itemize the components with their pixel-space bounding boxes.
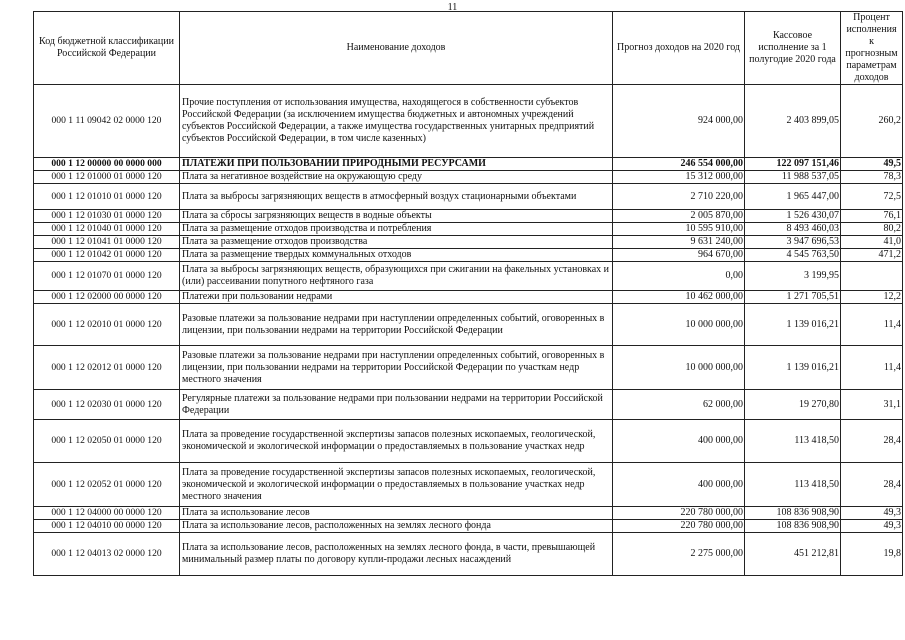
cell-forecast: 0,00	[613, 262, 745, 291]
cell-cash: 1 526 430,07	[745, 210, 841, 223]
cell-cash: 11 988 537,05	[745, 171, 841, 184]
table-row	[34, 236, 903, 249]
cell-cash: 122 097 151,46	[745, 158, 841, 171]
table-row	[34, 533, 903, 576]
cell-code: 000 1 11 09042 02 0000 120	[34, 85, 180, 158]
cell-forecast: 400 000,00	[613, 463, 745, 507]
cell-percent: 11,4	[841, 346, 903, 390]
cell-forecast: 2 710 220,00	[613, 184, 745, 210]
cell-name: Плата за сбросы загрязняющих веществ в водные объекты	[180, 210, 613, 223]
cell-name: Разовые платежи за пользование недрами при наступлении определенных событий, оговоренных в лицензии, при пользовании недрами на территории Российской Федерации	[180, 304, 613, 346]
cell-percent: 260,2	[841, 85, 903, 158]
table-row	[34, 223, 903, 236]
table-row	[34, 390, 903, 420]
revenue-table	[33, 11, 903, 576]
cell-name: Плата за использование лесов	[180, 507, 613, 520]
cell-code: 000 1 12 01010 01 0000 120	[34, 184, 180, 210]
cell-forecast: 15 312 000,00	[613, 171, 745, 184]
cell-name: Разовые платежи за пользование недрами при наступлении определенных событий, оговоренных в лицензии, при пользовании недрами на территории Российской Федерации по участкам недр местного значения	[180, 346, 613, 390]
cell-percent: 11,4	[841, 304, 903, 346]
cell-percent: 49,5	[841, 158, 903, 171]
cell-forecast: 10 000 000,00	[613, 346, 745, 390]
cell-cash: 108 836 908,90	[745, 520, 841, 533]
header-cash: Кассовое исполнение за 1 полугодие 2020 года	[745, 12, 841, 85]
cell-code: 000 1 12 04013 02 0000 120	[34, 533, 180, 576]
cell-forecast: 220 780 000,00	[613, 507, 745, 520]
cell-percent: 49,3	[841, 507, 903, 520]
cell-cash: 1 139 016,21	[745, 346, 841, 390]
header-code: Код бюджетной классификации Российской Федерации	[34, 12, 180, 85]
cell-name: Регулярные платежи за пользование недрами при пользовании недрами на территории Российской Федерации	[180, 390, 613, 420]
cell-cash: 113 418,50	[745, 420, 841, 463]
cell-cash: 108 836 908,90	[745, 507, 841, 520]
cell-name: Плата за размещение отходов производства и потребления	[180, 223, 613, 236]
cell-forecast: 400 000,00	[613, 420, 745, 463]
cell-code: 000 1 12 01041 01 0000 120	[34, 236, 180, 249]
cell-cash: 451 212,81	[745, 533, 841, 576]
table-row	[34, 85, 903, 158]
cell-forecast: 9 631 240,00	[613, 236, 745, 249]
cell-cash: 8 493 460,03	[745, 223, 841, 236]
cell-code: 000 1 12 02030 01 0000 120	[34, 390, 180, 420]
cell-name: Плата за выбросы загрязняющих веществ, образующихся при сжигании на факельных установках и (или) рассеивании попутного нефтяного газа	[180, 262, 613, 291]
cell-name: Плата за размещение отходов производства	[180, 236, 613, 249]
cell-code: 000 1 12 04010 00 0000 120	[34, 520, 180, 533]
table-row	[34, 158, 903, 171]
table-row	[34, 249, 903, 262]
cell-name: Плата за размещение твердых коммунальных отходов	[180, 249, 613, 262]
cell-name: Плата за выбросы загрязняющих веществ в атмосферный воздух стационарными объектами	[180, 184, 613, 210]
cell-forecast: 246 554 000,00	[613, 158, 745, 171]
table-row	[34, 291, 903, 304]
cell-percent: 12,2	[841, 291, 903, 304]
cell-cash: 3 947 696,53	[745, 236, 841, 249]
table-body	[34, 85, 903, 576]
cell-code: 000 1 12 04000 00 0000 120	[34, 507, 180, 520]
cell-percent: 76,1	[841, 210, 903, 223]
table-row	[34, 463, 903, 507]
table-header-row	[34, 12, 903, 85]
cell-percent: 471,2	[841, 249, 903, 262]
cell-code: 000 1 12 00000 00 0000 000	[34, 158, 180, 171]
cell-code: 000 1 12 02000 00 0000 120	[34, 291, 180, 304]
cell-percent: 31,1	[841, 390, 903, 420]
table-row	[34, 262, 903, 291]
table-row	[34, 420, 903, 463]
cell-name: Плата за использование лесов, расположенных на землях лесного фонда	[180, 520, 613, 533]
cell-name: Плата за негативное воздействие на окружающую среду	[180, 171, 613, 184]
cell-percent: 72,5	[841, 184, 903, 210]
cell-cash: 1 271 705,51	[745, 291, 841, 304]
cell-forecast: 10 462 000,00	[613, 291, 745, 304]
table-row	[34, 520, 903, 533]
table-row	[34, 184, 903, 210]
cell-forecast: 10 595 910,00	[613, 223, 745, 236]
cell-forecast: 10 000 000,00	[613, 304, 745, 346]
cell-code: 000 1 12 01040 01 0000 120	[34, 223, 180, 236]
table-row	[34, 346, 903, 390]
cell-code: 000 1 12 01030 01 0000 120	[34, 210, 180, 223]
cell-name: Плата за проведение государственной экспертизы запасов полезных ископаемых, геологической, экономической и экологической информации о предоставляемых в пользование участках недр местного значения	[180, 463, 613, 507]
cell-percent: 80,2	[841, 223, 903, 236]
cell-cash: 19 270,80	[745, 390, 841, 420]
cell-percent: 19,8	[841, 533, 903, 576]
cell-percent: 78,3	[841, 171, 903, 184]
cell-cash: 2 403 899,05	[745, 85, 841, 158]
cell-percent: 28,4	[841, 420, 903, 463]
cell-code: 000 1 12 02012 01 0000 120	[34, 346, 180, 390]
cell-name: Плата за проведение государственной экспертизы запасов полезных ископаемых, геологической, экономической и экологической информации о предоставляемых в пользование участках недр	[180, 420, 613, 463]
cell-name: Плата за использование лесов, расположенных на землях лесного фонда, в части, превышающей минимальный размер платы по договору купли-продажи лесных насаждений	[180, 533, 613, 576]
table-row	[34, 304, 903, 346]
header-forecast: Прогноз доходов на 2020 год	[613, 12, 745, 85]
cell-percent: 49,3	[841, 520, 903, 533]
cell-code: 000 1 12 02052 01 0000 120	[34, 463, 180, 507]
cell-code: 000 1 12 02010 01 0000 120	[34, 304, 180, 346]
cell-name: ПЛАТЕЖИ ПРИ ПОЛЬЗОВАНИИ ПРИРОДНЫМИ РЕСУРСАМИ	[180, 158, 613, 171]
cell-forecast: 2 005 870,00	[613, 210, 745, 223]
cell-percent: 41,0	[841, 236, 903, 249]
cell-code: 000 1 12 01000 01 0000 120	[34, 171, 180, 184]
page-number: 11	[447, 2, 458, 13]
cell-cash: 113 418,50	[745, 463, 841, 507]
cell-cash: 4 545 763,50	[745, 249, 841, 262]
cell-forecast: 2 275 000,00	[613, 533, 745, 576]
cell-cash: 3 199,95	[745, 262, 841, 291]
header-percent: Процент исполнения к прогнозным параметрам доходов	[841, 12, 903, 85]
cell-code: 000 1 12 01070 01 0000 120	[34, 262, 180, 291]
table-row	[34, 171, 903, 184]
cell-code: 000 1 12 01042 01 0000 120	[34, 249, 180, 262]
cell-cash: 1 139 016,21	[745, 304, 841, 346]
cell-forecast: 62 000,00	[613, 390, 745, 420]
cell-forecast: 220 780 000,00	[613, 520, 745, 533]
cell-forecast: 964 670,00	[613, 249, 745, 262]
table-row	[34, 210, 903, 223]
cell-percent: 28,4	[841, 463, 903, 507]
cell-name: Прочие поступления от использования имущества, находящегося в собственности субъектов Российской Федерации (за исключением имущества бюджетных и автономных учреждений субъектов Российской Федерации, а также имущества государственных унитарных предприятий субъектов Российской Федерации, в том числе казенных)	[180, 85, 613, 158]
cell-code: 000 1 12 02050 01 0000 120	[34, 420, 180, 463]
header-name: Наименование доходов	[180, 12, 613, 85]
cell-name: Платежи при пользовании недрами	[180, 291, 613, 304]
cell-cash: 1 965 447,00	[745, 184, 841, 210]
cell-forecast: 924 000,00	[613, 85, 745, 158]
table-row	[34, 507, 903, 520]
cell-percent	[841, 262, 903, 291]
